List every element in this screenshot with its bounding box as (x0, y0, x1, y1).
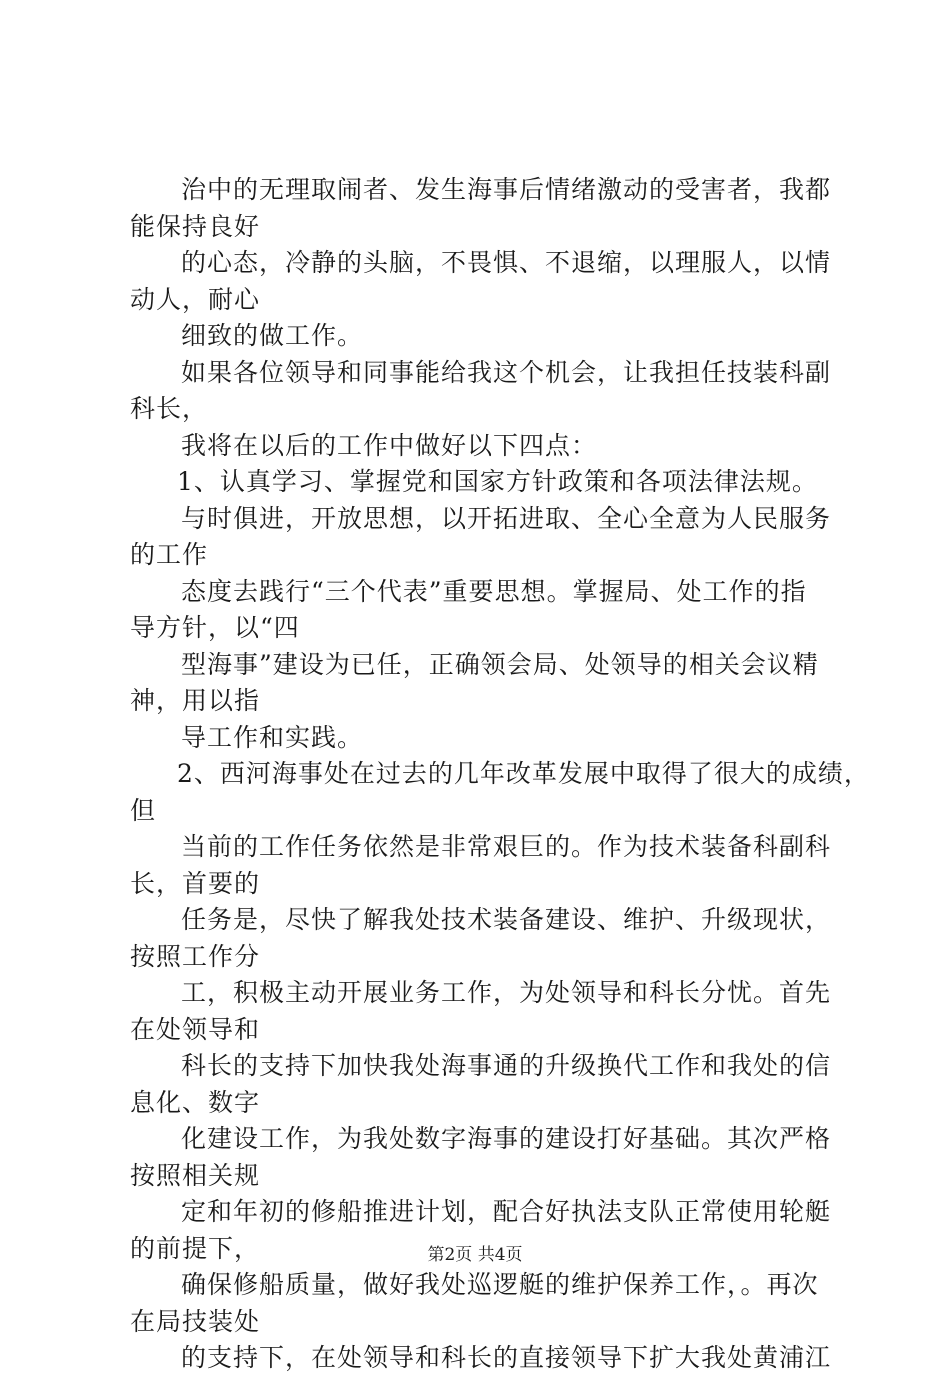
text-line: 治中的无理取闹者、发生海事后情绪激动的受害者，我都 (181, 175, 832, 204)
text-line: 科长的支持下加快我处海事通的升级换代工作和我处的信 (181, 1051, 832, 1080)
page-footer (0, 1243, 950, 1267)
text-line: 确保修船质量，做好我处巡逻艇的维护保养工作，。再次 (181, 1270, 819, 1299)
text-line: 当前的工作任务依然是非常艰巨的。作为技术装备科副科 (181, 832, 832, 861)
text-line: 息化、数字 (130, 1087, 261, 1117)
text-line: 导工作和实践。 (181, 722, 364, 752)
text-line: 但 (130, 795, 157, 825)
text-line: 的工作 (130, 540, 209, 569)
text-line: 如果各位领导和同事能给我这个机会，让我担任技装科副 (181, 357, 832, 387)
text-line: 工，积极主动开展业务工作，为处领导和科长分忧。首先 (181, 978, 832, 1007)
text-line: 定和年初的修船推进计划，配合好执法支队正常使用轮艇 (181, 1197, 832, 1226)
text-line: 神，用以指 (130, 686, 261, 715)
text-line: 长，首要的 (130, 868, 261, 898)
text-line: 动人，耐心 (130, 284, 261, 314)
text-line: 型海事”建设为已任，正确领会局、处领导的相关会议精 (181, 649, 819, 679)
text-line: 能保持良好 (130, 211, 261, 241)
text-line: 按照相关规 (130, 1160, 261, 1190)
text-line: 化建设工作，为我处数字海事的建设打好基础。其次严格 (181, 1124, 832, 1153)
text-line: 与时俱进，开放思想，以开拓进取、全心全意为人民服务 (181, 503, 832, 533)
text-line: 态度去践行“三个代表”重要思想。掌握局、处工作的指 (181, 576, 807, 606)
text-line: 的支持下，在处领导和科长的直接领导下扩大我处黄浦江 (181, 1343, 832, 1372)
text-line: 2、西河海事处在过去的几年改革发展中取得了很大的成绩， (177, 759, 870, 788)
text-line: 任务是，尽快了解我处技术装备建设、维护、升级现状， (181, 905, 832, 934)
text-line: 我将在以后的工作中做好以下四点： (181, 430, 598, 460)
text-line: 导方针，以“四 (130, 613, 300, 642)
text-line: 按照工作分 (130, 941, 261, 971)
page-number-label: 第2页 共4页 (427, 1245, 523, 1265)
body-text (130, 172, 870, 1377)
text-line: 1、认真学习、掌握党和国家方针政策和各项法律法规。 (177, 467, 818, 496)
text-line: 的前提下， (130, 1233, 261, 1263)
text-line: 细致的做工作。 (181, 321, 364, 350)
text-line: 的心态，冷静的头脑，不畏惧、不退缩，以理服人，以情 (181, 248, 832, 277)
text-line: 在处领导和 (130, 1014, 261, 1044)
text-line: 在局技装处 (130, 1306, 261, 1336)
text-line: 科长， (130, 394, 209, 423)
